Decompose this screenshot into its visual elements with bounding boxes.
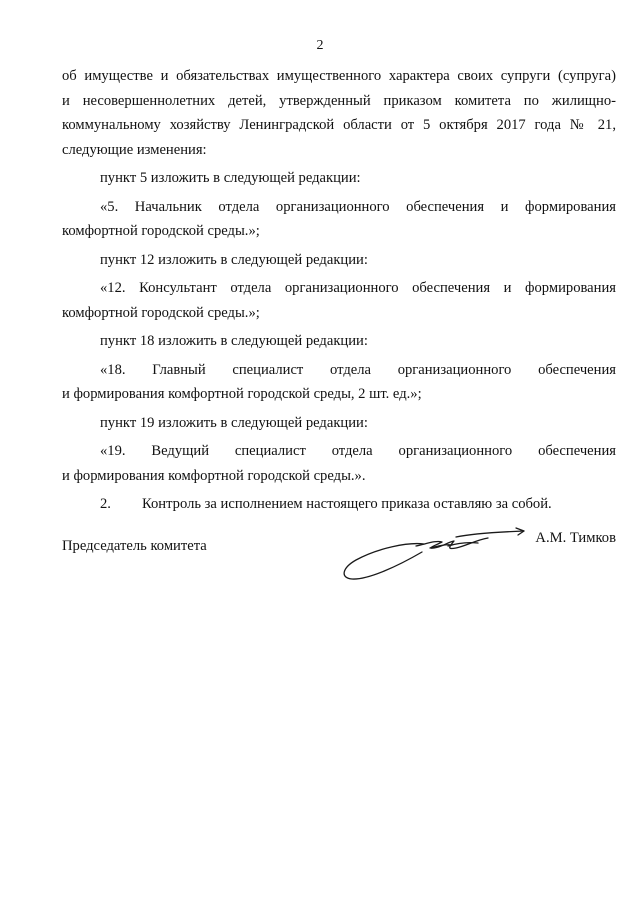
document-body bbox=[62, 64, 616, 517]
item5-line-1: «5. Начальник отдела организационного обеспечения и формирования bbox=[100, 198, 616, 215]
item19-line-2: и формирования комфортной городской среды.». bbox=[62, 467, 366, 484]
intro-line-4: следующие изменения: bbox=[62, 141, 207, 158]
item18-text bbox=[62, 358, 616, 407]
item12-line-1: «12. Консультант отдела организационного обеспечения и формирования bbox=[100, 280, 616, 296]
item2-paragraph bbox=[62, 492, 616, 517]
item2-number: 2. bbox=[100, 496, 111, 512]
intro-line-1: об имуществе и обязательствах имущественного характера своих супруги (супруга) bbox=[62, 68, 616, 84]
item5-intro bbox=[62, 166, 616, 191]
item5-line-2: комфортной городской среды.»; bbox=[62, 223, 260, 239]
item12-line-2: комфортной городской среды.»; bbox=[62, 304, 260, 321]
intro-line-2: и несовершеннолетних детей, утвержденный приказом комитета по жилищно- bbox=[62, 92, 616, 109]
item18-intro-text: пункт 18 изложить в следующей редакции: bbox=[100, 333, 368, 349]
signatory-name: А.М. Тимков bbox=[535, 530, 616, 546]
item19-line-1: «19. Ведущий специалист отдела организационного обеспечения bbox=[100, 443, 616, 459]
item12-text bbox=[62, 276, 616, 325]
item19-intro bbox=[62, 411, 616, 436]
item12-intro-text: пункт 12 изложить в следующей редакции: bbox=[100, 251, 368, 268]
item12-intro bbox=[62, 248, 616, 273]
item18-line-2: и формирования комфортной городской среды, 2 шт. ед.»; bbox=[62, 386, 422, 402]
intro-line-3: коммунальному хозяйству Ленинградской области от 5 октября 2017 года № 21, bbox=[62, 117, 616, 133]
signatory-title: Председатель комитета bbox=[62, 538, 207, 554]
item2-text: Контроль за исполнением настоящего приказа оставляю за собой. bbox=[142, 496, 552, 512]
item18-intro bbox=[62, 329, 616, 354]
item5-text bbox=[62, 195, 616, 244]
intro-paragraph bbox=[62, 64, 616, 162]
handwritten-signature bbox=[338, 522, 530, 586]
item18-line-1: «18. Главный специалист отдела организационного обеспечения bbox=[100, 361, 616, 378]
item19-text bbox=[62, 439, 616, 488]
page-number: 2 bbox=[316, 38, 324, 53]
item5-intro-text: пункт 5 изложить в следующей редакции: bbox=[100, 170, 361, 186]
item19-intro-text: пункт 19 изложить в следующей редакции: bbox=[100, 414, 368, 431]
